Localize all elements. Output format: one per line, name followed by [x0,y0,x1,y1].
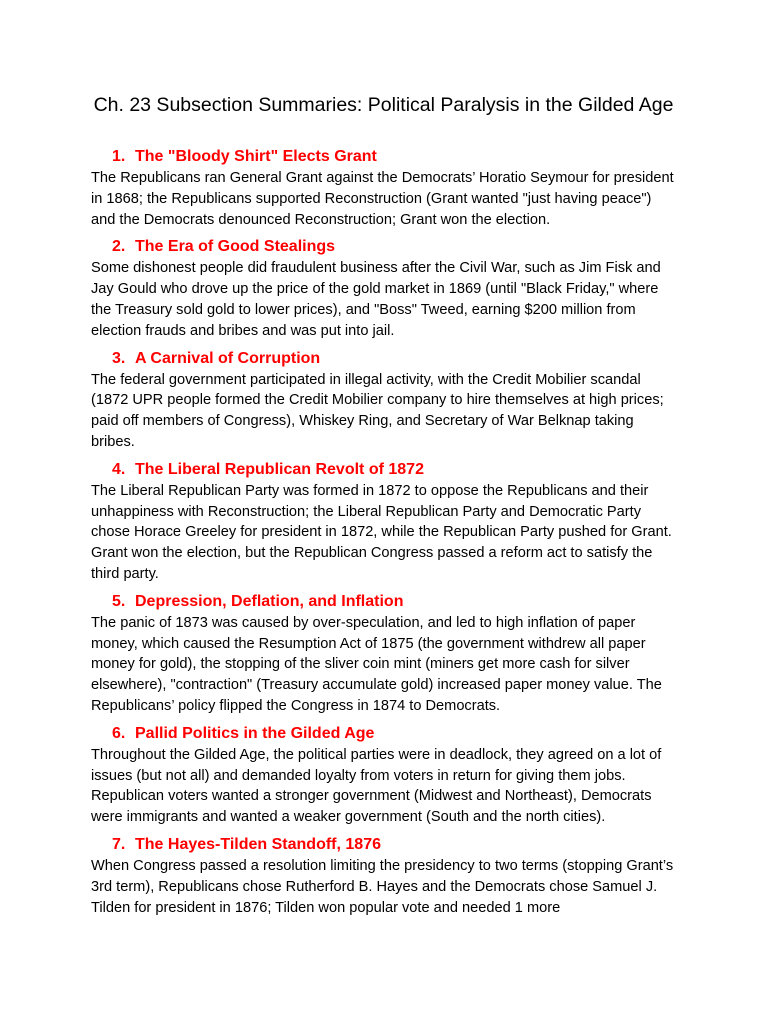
section-number: 6. [112,724,126,742]
section-heading [91,145,676,168]
section-number: 7. [112,835,126,853]
section-number: 1. [112,148,126,165]
section-heading [91,235,676,258]
section-heading-text: The "Bloody Shirt" Elects Grant [135,148,377,165]
section-heading-text: The Liberal Republican Revolt of 1872 [135,460,424,478]
section-heading [91,833,676,856]
section-heading-text: The Hayes-Tilden Standoff, 1876 [135,835,381,853]
section-heading-text: The Era of Good Stealings [135,238,336,256]
section-body: The federal government participated in illegal activity, with the Credit Mobilier scandal (1872 UPR people formed the Credit Mobilier company to hire themselves at high prices; paid off members of Congress), Whiskey Ring, and Secretary of War Belknap taking bribes. [91,371,664,450]
section-body: The panic of 1873 was caused by over-speculation, and led to high inflation of paper money, which caused the Resumption Act of 1875 (the government withdrew all paper money for gold), the stopping of the sliver coin mint (miners get more cash for silver elsewhere), "contraction" (Treasury accumulate gold) increased paper money value. The Republicans’ policy flipped the Congress in 1874 to Democrats. [91,614,662,714]
section-heading-text: Pallid Politics in the Gilded Age [135,724,375,742]
section-body: The Republicans ran General Grant against the Democrats’ Horatio Seymour for president in 1868; the Republicans supported Reconstruction (Grant wanted "just having peace") and the Democrats denounced Reconstruction; Grant won the election. [91,170,674,228]
section-number: 3. [112,349,126,367]
section-number: 4. [112,460,126,478]
section-heading-text: Depression, Deflation, and Inflation [135,592,404,610]
section-item [91,722,676,828]
section-item [91,833,676,918]
section-heading [91,458,676,481]
section-item [91,145,676,230]
section-heading [91,347,676,370]
section-number: 5. [112,592,126,610]
section-body: The Liberal Republican Party was formed in 1872 to oppose the Republicans and their unhappiness with Reconstruction; the Liberal Republican Party and Democratic Party chose Horace Greeley for president in 1872, while the Republican Party pushed for Grant. Grant won the election, but the Republican Congress passed a reform act to satisfy the third party. [91,482,672,582]
section-heading [91,590,676,613]
section-item [91,590,676,717]
section-body: Some dishonest people did fraudulent business after the Civil War, such as Jim Fisk and Jay Gould who drove up the price of the gold market in 1869 (until "Black Friday," where the Treasury sold gold to lower prices), and "Boss" Tweed, earning $200 million from election frauds and bribes and was put into jail. [91,260,661,339]
section-heading-text: A Carnival of Corruption [135,349,321,367]
section-item [91,458,676,585]
section-item [91,347,676,453]
section-number: 2. [112,238,126,256]
section-heading [91,722,676,745]
section-item [91,235,676,341]
section-body: When Congress passed a resolution limiting the presidency to two terms (stopping Grant’s 3rd term), Republicans chose Rutherford B. Hayes and the Democrats chose Samuel J. Tilden for president in 1876; Tilden won popular vote and needed 1 more [91,857,674,916]
section-list [91,145,676,918]
section-body: Throughout the Gilded Age, the political parties were in deadlock, they agreed on a lot of issues (but not all) and demanded loyalty from voters in return for giving them jobs. Republican voters wanted a stronger government (Midwest and Northeast), Democrats were immigrants and wanted a weaker government (South and the north cities). [91,746,662,826]
document-title: Ch. 23 Subsection Summaries: Political Paralysis in the Gilded Age [93,94,674,116]
